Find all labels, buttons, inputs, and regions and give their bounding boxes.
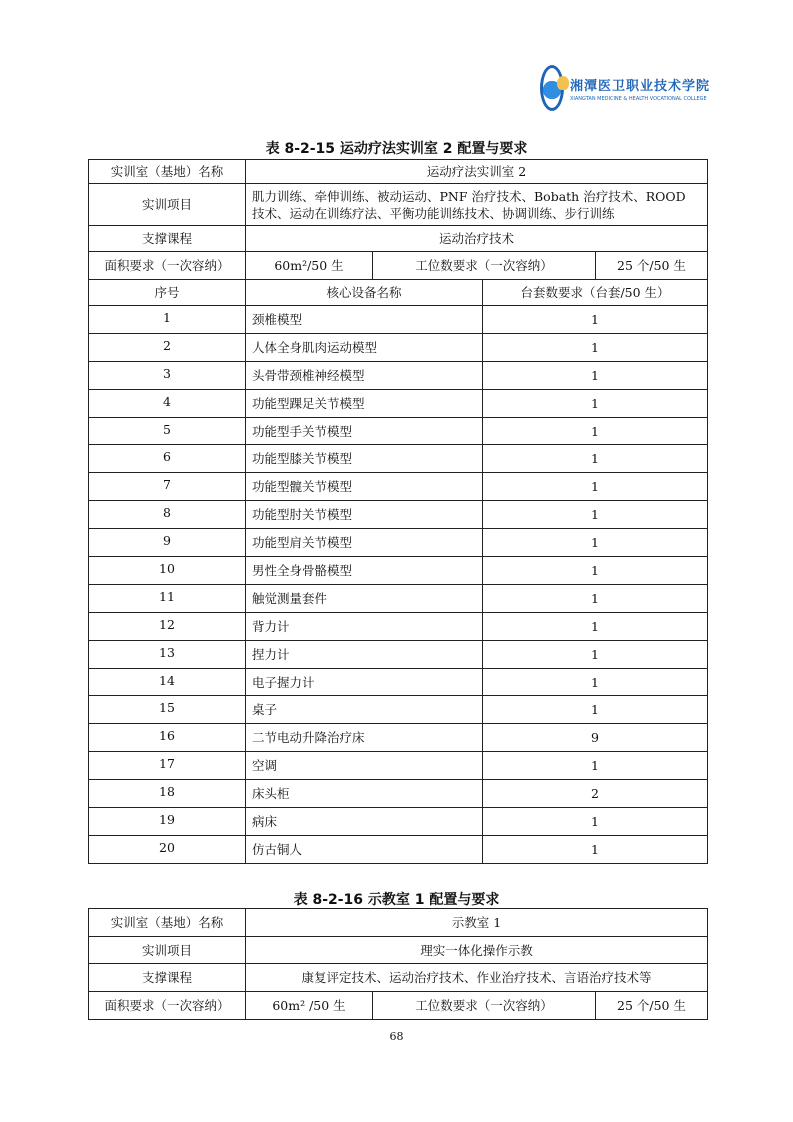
row-equipment-name: 病床 (246, 808, 483, 836)
room-value: 示教室 1 (246, 909, 708, 937)
course-label: 支撑课程 (89, 964, 246, 992)
row-equipment-name: 颈椎模型 (246, 306, 483, 334)
table1-title: 表 8-2-15 运动疗法实训室 2 配置与要求 (265, 141, 528, 157)
row-equipment-name: 头骨带颈椎神经模型 (246, 361, 483, 389)
table2-project-row (89, 937, 708, 964)
row-quantity: 1 (483, 529, 708, 557)
row-seq: 19 (89, 808, 246, 836)
row-quantity: 1 (483, 668, 708, 696)
row-quantity: 1 (483, 306, 708, 334)
table-row (89, 389, 708, 417)
table2-room-row (89, 909, 708, 937)
area-label: 面积要求（一次容纳） (89, 252, 246, 280)
table-row (89, 445, 708, 473)
project-label: 实训项目 (89, 937, 246, 964)
table2-area-row (89, 992, 708, 1020)
table-row (89, 752, 708, 780)
table-row (89, 612, 708, 640)
row-seq: 10 (89, 557, 246, 585)
row-seq: 11 (89, 584, 246, 612)
row-equipment-name: 功能型肩关节模型 (246, 529, 483, 557)
row-equipment-name: 功能型踝足关节模型 (246, 389, 483, 417)
row-quantity: 1 (483, 389, 708, 417)
table-row (89, 640, 708, 668)
row-seq: 16 (89, 724, 246, 752)
table1 (88, 159, 708, 864)
logo-text-en: XIANGTAN MEDICINE & HEALTH VOCATIONAL COLLEGE (569, 95, 707, 102)
col-seq-header: 序号 (89, 280, 246, 306)
row-equipment-name: 仿古铜人 (246, 835, 483, 863)
row-quantity: 1 (483, 696, 708, 724)
row-quantity: 9 (483, 724, 708, 752)
room-value: 运动疗法实训室 2 (246, 160, 708, 184)
project-value: 理实一体化操作示教 (246, 937, 708, 964)
table-row (89, 724, 708, 752)
station-label: 工位数要求（一次容纳） (373, 252, 596, 280)
table1-course-row (89, 226, 708, 252)
row-equipment-name: 人体全身肌肉运动模型 (246, 333, 483, 361)
row-equipment-name: 空调 (246, 752, 483, 780)
row-seq: 17 (89, 752, 246, 780)
row-equipment-name: 二节电动升降治疗床 (246, 724, 483, 752)
equipment-rows (89, 306, 708, 864)
table-row (89, 808, 708, 836)
row-seq: 2 (89, 333, 246, 361)
row-equipment-name: 捏力计 (246, 640, 483, 668)
college-logo (540, 64, 710, 112)
course-value: 康复评定技术、运动治疗技术、作业治疗技术、言语治疗技术等 (246, 964, 708, 992)
row-equipment-name: 桌子 (246, 696, 483, 724)
row-equipment-name: 功能型肘关节模型 (246, 501, 483, 529)
row-quantity: 1 (483, 473, 708, 501)
row-seq: 13 (89, 640, 246, 668)
station-label: 工位数要求（一次容纳） (373, 992, 596, 1020)
row-seq: 6 (89, 445, 246, 473)
table-row (89, 668, 708, 696)
table-row (89, 835, 708, 863)
table1-area-row (89, 252, 708, 280)
row-quantity: 1 (483, 557, 708, 585)
room-label: 实训室（基地）名称 (89, 909, 246, 937)
row-seq: 5 (89, 417, 246, 445)
row-seq: 15 (89, 696, 246, 724)
row-seq: 7 (89, 473, 246, 501)
area-label: 面积要求（一次容纳） (89, 992, 246, 1020)
row-equipment-name: 触觉测量套件 (246, 584, 483, 612)
table-row (89, 417, 708, 445)
logo-text-cn: 湘潭医卫职业技术学院 (569, 78, 710, 94)
row-equipment-name: 电子握力计 (246, 668, 483, 696)
table1-project-row (89, 184, 708, 226)
table1-header-row (89, 280, 708, 306)
row-quantity: 2 (483, 780, 708, 808)
row-quantity: 1 (483, 640, 708, 668)
row-equipment-name: 功能型手关节模型 (246, 417, 483, 445)
row-seq: 3 (89, 361, 246, 389)
table-row (89, 501, 708, 529)
table2-course-row (89, 964, 708, 992)
row-equipment-name: 男性全身骨骼模型 (246, 557, 483, 585)
course-value: 运动治疗技术 (246, 226, 708, 252)
row-seq: 4 (89, 389, 246, 417)
project-label: 实训项目 (89, 184, 246, 226)
table-row (89, 780, 708, 808)
row-equipment-name: 功能型髋关节模型 (246, 473, 483, 501)
row-equipment-name: 床头柜 (246, 780, 483, 808)
row-seq: 18 (89, 780, 246, 808)
col-name-header: 核心设备名称 (246, 280, 483, 306)
row-quantity: 1 (483, 612, 708, 640)
row-quantity: 1 (483, 333, 708, 361)
row-seq: 12 (89, 612, 246, 640)
station-value: 25 个/50 生 (596, 252, 708, 280)
college-emblem-icon (540, 65, 564, 111)
row-quantity: 1 (483, 584, 708, 612)
row-quantity: 1 (483, 752, 708, 780)
col-qty-header: 台套数要求（台套/50 生） (483, 280, 708, 306)
table2-title: 表 8-2-16 示教室 1 配置与要求 (293, 892, 500, 908)
table-row (89, 306, 708, 334)
row-seq: 8 (89, 501, 246, 529)
row-equipment-name: 功能型膝关节模型 (246, 445, 483, 473)
table-row (89, 473, 708, 501)
row-seq: 14 (89, 668, 246, 696)
course-label: 支撑课程 (89, 226, 246, 252)
table-row (89, 584, 708, 612)
row-quantity: 1 (483, 445, 708, 473)
table1-room-row (89, 160, 708, 184)
row-quantity: 1 (483, 808, 708, 836)
logo-text (570, 75, 710, 102)
area-value: 60m² /50 生 (246, 992, 373, 1020)
page-number: 68 (389, 1030, 404, 1043)
row-quantity: 1 (483, 835, 708, 863)
table2 (88, 908, 708, 1020)
row-quantity: 1 (483, 417, 708, 445)
table-row (89, 696, 708, 724)
table-row (89, 529, 708, 557)
row-seq: 1 (89, 306, 246, 334)
row-quantity: 1 (483, 501, 708, 529)
row-seq: 20 (89, 835, 246, 863)
table-row (89, 361, 708, 389)
table-row (89, 333, 708, 361)
row-seq: 9 (89, 529, 246, 557)
row-equipment-name: 背力计 (246, 612, 483, 640)
row-quantity: 1 (483, 361, 708, 389)
table-row (89, 557, 708, 585)
station-value: 25 个/50 生 (596, 992, 708, 1020)
project-value: 肌力训练、牵伸训练、被动运动、PNF 治疗技术、Bobath 治疗技术、ROOD 技术、运动在训练疗法、平衡功能训练技术、协调训练、步行训练 (246, 184, 708, 226)
area-value: 60m²/50 生 (246, 252, 373, 280)
room-label: 实训室（基地）名称 (89, 160, 246, 184)
